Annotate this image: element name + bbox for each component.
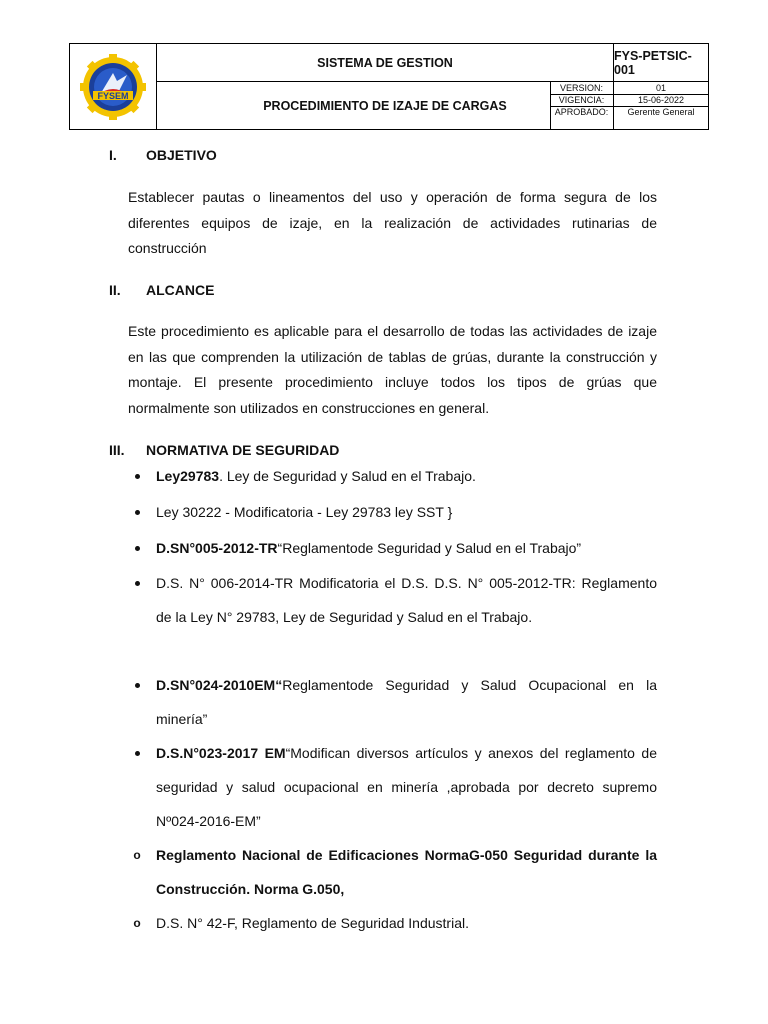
meta-value: Gerente General xyxy=(627,107,695,117)
norm-text: D.S. N° 42-F, Reglamento de Seguridad Industrial. xyxy=(156,915,469,931)
norm-item xyxy=(156,495,657,529)
system-title: SISTEMA DE GESTION xyxy=(157,44,614,82)
meta-key: VIGENCIA: xyxy=(550,94,614,106)
document-title: PROCEDIMIENTO DE IZAJE DE CARGAS xyxy=(157,82,614,129)
bullet-dot-icon xyxy=(132,736,142,770)
bullet-circle-icon: o xyxy=(133,916,141,930)
document-code: FYS-PETSIC-001 xyxy=(614,44,708,82)
objetivo-paragraph: Establecer pautas o lineamentos del uso y operación de forma segura de los diferentes equipos de izaje, en la realización de actividades rutinarias de construcción xyxy=(128,189,657,256)
section-number: III. xyxy=(109,442,125,458)
document-meta xyxy=(554,82,708,129)
alcance-paragraph: Este procedimiento es aplicable para el desarrollo de todas las actividades de izaje en las que comprenden la utilización de tablas de grúas, durante la construcción y montaje. El presente procedimiento incluye todos los tipos de grúas que normalmente son utilizados en construcciones en general. xyxy=(128,323,657,416)
norm-code: Reglamento Nacional de Edificaciones NormaG-050 Seguridad durante la Construcción. Norma G.050, xyxy=(156,847,657,897)
norm-item xyxy=(133,906,657,940)
meta-key: APROBADO: xyxy=(550,106,614,118)
company-logo xyxy=(75,54,151,120)
norm-item xyxy=(156,736,657,838)
norm-item xyxy=(156,566,657,634)
norm-item xyxy=(156,459,657,493)
norm-item xyxy=(156,531,657,565)
norm-code: D.SN°024-2010EM“ xyxy=(156,677,283,693)
norm-text: . Ley de Seguridad y Salud en el Trabajo. xyxy=(219,468,476,484)
norm-text: Reglamentode Seguridad y Salud Ocupacional en la minería” xyxy=(156,677,657,727)
bullet-dot-icon xyxy=(132,531,142,565)
norm-text: “Modifican diversos artículos y anexos del reglamento de seguridad y salud ocupacional en minería ,aprobada por decreto supremo Nº024-2016-EM” xyxy=(156,745,657,829)
norm-code: Ley29783 xyxy=(156,468,220,484)
bullet-dot-icon xyxy=(132,459,142,493)
section-number: II. xyxy=(109,282,121,298)
norm-text: D.S. N° 006-2014-TR Modificatoria el D.S. D.S. N° 005-2012-TR: Reglamento de la Ley N° 29783, Ley de Seguridad y Salud en el Trabajo. xyxy=(156,575,657,625)
bullet-dot-icon xyxy=(132,668,142,702)
norm-item xyxy=(156,668,657,736)
norm-code: D.S.N°023-2017 EM xyxy=(156,745,286,761)
bullet-circle-icon: o xyxy=(133,848,141,862)
meta-key: VERSION: xyxy=(550,82,614,94)
section-title: OBJETIVO xyxy=(146,147,217,163)
bullet-dot-icon xyxy=(132,495,142,529)
meta-row-aprobado xyxy=(550,106,708,118)
norm-text: Ley 30222 - Modificatoria - Ley 29783 ley SST } xyxy=(156,504,453,520)
section-title: ALCANCE xyxy=(146,282,215,298)
section-title: NORMATIVA DE SEGURIDAD xyxy=(146,442,340,458)
meta-value: 01 xyxy=(655,83,666,93)
norm-text: “Reglamentode Seguridad y Salud en el Trabajo” xyxy=(277,540,582,556)
norm-code: D.SN°005-2012-TR xyxy=(156,540,278,556)
norm-item xyxy=(133,838,657,906)
document-header xyxy=(69,43,709,130)
meta-value: 15-06-2022 xyxy=(637,95,685,105)
logo-cell xyxy=(70,44,157,129)
section-number: I. xyxy=(109,147,117,163)
logo-wordmark: FYSEM xyxy=(97,90,129,101)
bullet-dot-icon xyxy=(132,566,142,600)
